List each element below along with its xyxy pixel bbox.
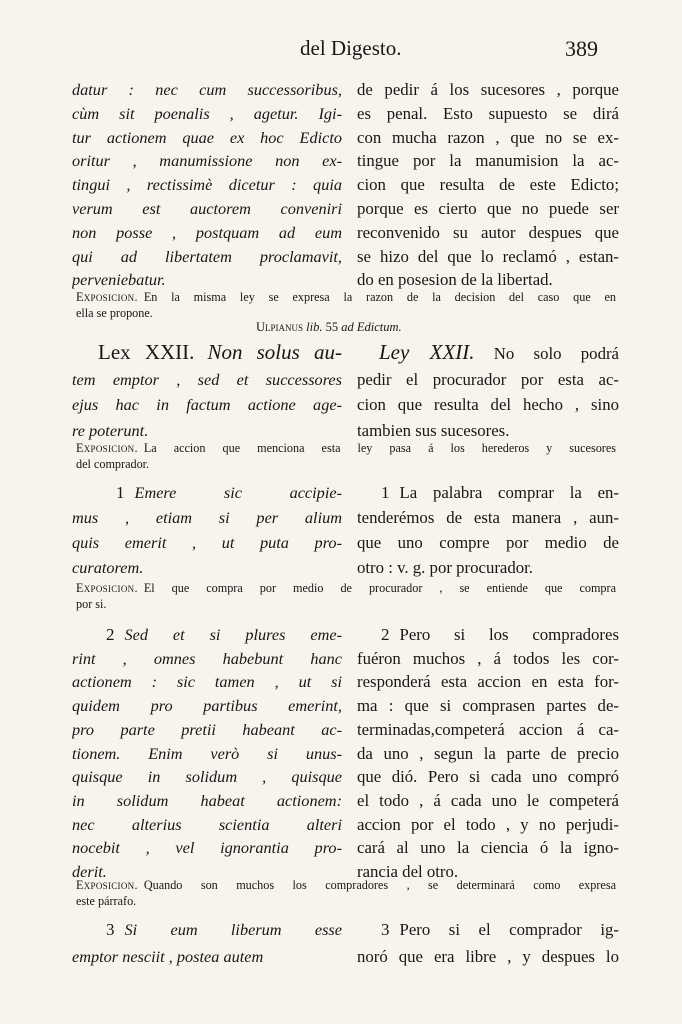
lex-heading: Lex XXII.	[98, 340, 195, 364]
latin-paragraph-1	[72, 480, 342, 580]
spanish-line: reconvenido su autor despues que	[357, 222, 619, 242]
latin-line: curatorem.	[72, 558, 144, 577]
latin-line: oritur , manumissione non ex-	[72, 151, 342, 171]
latin-line: tem emptor , sed et successores	[72, 369, 342, 389]
exposicion-line: este párrafo.	[76, 894, 137, 908]
exposicion-note	[76, 289, 616, 321]
latin-line: cùm sit poenalis , agetur. Igi-	[72, 103, 342, 123]
latin-line: re poterunt.	[72, 420, 149, 440]
exposicion-line: Exposicion. La accion que menciona esta ley pasa á los herederos y sucesores	[76, 441, 616, 455]
spanish-line: noró que era libre , y despues lo	[357, 946, 619, 966]
latin-line: tur actionem quae ex hoc Edicto	[72, 127, 342, 147]
latin-line: 3 Si eum liberum esse	[106, 920, 342, 939]
latin-lex-xxii	[72, 340, 342, 443]
paragraph-number: 1	[116, 483, 125, 502]
spanish-line: es penal. Esto supuesto se dirá	[357, 103, 619, 123]
latin-column-continuation	[72, 78, 342, 292]
latin-line: datur : nec cum successoribus,	[72, 80, 342, 99]
latin-line: derit.	[72, 862, 107, 882]
spanish-line: Ley XXII. No solo podrá	[379, 340, 619, 364]
spanish-line: rancia del otro.	[357, 862, 459, 882]
latin-line: Lex XXII. Non solus au-	[98, 340, 342, 364]
spanish-line: accion por el todo , y no perjudi-	[357, 814, 619, 834]
spanish-line: do en posesion de la libertad.	[357, 270, 553, 290]
latin-line: pro parte pretii habeant ac-	[72, 719, 342, 739]
latin-line: non posse , postquam ad eum	[72, 222, 342, 242]
exposicion-line: Exposicion. Quando son muchos los compradores , se determinará como expresa	[76, 878, 616, 892]
spanish-line: tingue por la manumision la ac-	[357, 151, 619, 171]
latin-line: tingui , rectissimè dicetur : quia	[72, 175, 342, 195]
spanish-line: de pedir á los sucesores , porque	[357, 80, 619, 99]
spanish-line: cion que resulta del hecho , sino	[357, 395, 619, 414]
latin-line: tionem. Enim verò si unus-	[72, 743, 342, 763]
paragraph-number: 1	[381, 483, 390, 502]
spanish-line: 2 Pero si los compradores	[381, 625, 619, 644]
spanish-paragraph-2	[357, 623, 619, 884]
latin-line: emptor nesciit , postea autem	[72, 946, 264, 966]
paragraph-number: 2	[106, 625, 115, 644]
latin-line: actionem : sic tamen , ut si	[72, 672, 342, 692]
latin-line: quidem pro partibus emerint,	[72, 696, 342, 716]
exposicion-label: Exposicion.	[76, 878, 138, 892]
exposicion-label: Exposicion.	[76, 581, 138, 595]
latin-line: quisque in solidum , quisque	[72, 767, 342, 787]
spanish-line: otro : v. g. por procurador.	[357, 558, 534, 577]
spanish-line: fuéron muchos , á todos les cor-	[357, 648, 619, 668]
spanish-line: cion que resulta de este Edicto;	[357, 175, 619, 195]
exposicion-note	[76, 440, 616, 472]
spanish-line: ma : que si comprasen partes de-	[357, 696, 619, 716]
spanish-paragraph-3	[357, 917, 619, 970]
spanish-line: tenderémos de esta manera , aun-	[357, 508, 619, 527]
exposicion-line: Exposicion. En la misma ley se expresa la razon de la decision del caso que en	[76, 290, 616, 304]
spanish-line: terminadas,competerá accion á ca-	[357, 719, 619, 739]
exposicion-line: del comprador.	[76, 457, 150, 471]
attribution-author: Ulpianus	[256, 320, 304, 334]
spanish-line: pedir el procurador por esta ac-	[357, 369, 619, 389]
spanish-line: porque es cierto que no puede ser	[357, 198, 619, 218]
latin-line: qui ad libertatem proclamavit,	[72, 246, 342, 266]
spanish-line: 3 Pero si el comprador ig-	[381, 920, 619, 939]
exposicion-line: por si.	[76, 597, 107, 611]
latin-line: verum est auctorem conveniri	[72, 198, 342, 218]
attribution-number: 55	[325, 320, 339, 334]
spanish-line: tambien sus sucesores.	[357, 420, 510, 440]
latin-line: nocebit , vel ignorantia pro-	[72, 838, 342, 858]
running-title: del Digesto.	[300, 36, 402, 60]
spanish-line: 1 La palabra comprar la en-	[381, 483, 619, 502]
source-attribution	[256, 320, 402, 335]
attribution-work: ad Edictum.	[341, 320, 402, 334]
latin-line: ejus hac in factum actione age-	[72, 395, 342, 414]
latin-line: rint , omnes habebunt hanc	[72, 648, 342, 668]
exposicion-line: ella se propone.	[76, 306, 153, 320]
paragraph-number: 3	[381, 920, 390, 939]
latin-line: 2 Sed et si plures eme-	[106, 625, 342, 644]
latin-line: in solidum habeat actionem:	[72, 790, 342, 810]
spanish-line: da uno , segun la parte de precio	[357, 743, 619, 763]
spanish-line: el todo , á cada uno le competerá	[357, 790, 619, 810]
spanish-ley-xxii	[357, 340, 619, 443]
spanish-column-continuation	[357, 78, 619, 292]
exposicion-note	[76, 877, 616, 909]
paragraph-number: 2	[381, 625, 390, 644]
latin-line: 1 Emere sic accipie-	[116, 483, 342, 502]
latin-paragraph-3	[72, 917, 342, 970]
spanish-paragraph-1	[357, 480, 619, 580]
exposicion-line: Exposicion. El que compra por medio de procurador , se entiende que compra	[76, 581, 616, 595]
page-header	[0, 36, 682, 70]
page-number: 389	[565, 36, 598, 61]
spanish-line: que uno compre por medio de	[357, 533, 619, 552]
spanish-line: responderá esta accion en esta for-	[357, 672, 619, 692]
latin-line: quis emerit , ut puta pro-	[72, 533, 342, 552]
latin-line: perveniebatur.	[72, 270, 166, 290]
exposicion-label: Exposicion.	[76, 290, 138, 304]
latin-paragraph-2	[72, 623, 342, 884]
attribution-lib: lib.	[306, 320, 323, 334]
latin-line: nec alterius scientia alteri	[72, 814, 342, 834]
exposicion-note	[76, 580, 616, 612]
paragraph-number: 3	[106, 920, 115, 939]
latin-line: mus , etiam si per alium	[72, 508, 342, 527]
spanish-line: se hizo del que lo reclamó , estan-	[357, 246, 619, 266]
ley-heading: Ley XXII.	[379, 340, 475, 364]
spanish-line: cará al uno la ciencia ó la igno-	[357, 838, 619, 858]
spanish-line: que dió. Pero si cada uno compró	[357, 767, 619, 787]
exposicion-label: Exposicion.	[76, 441, 138, 455]
spanish-line: con mucha razon , que no se ex-	[357, 127, 619, 147]
